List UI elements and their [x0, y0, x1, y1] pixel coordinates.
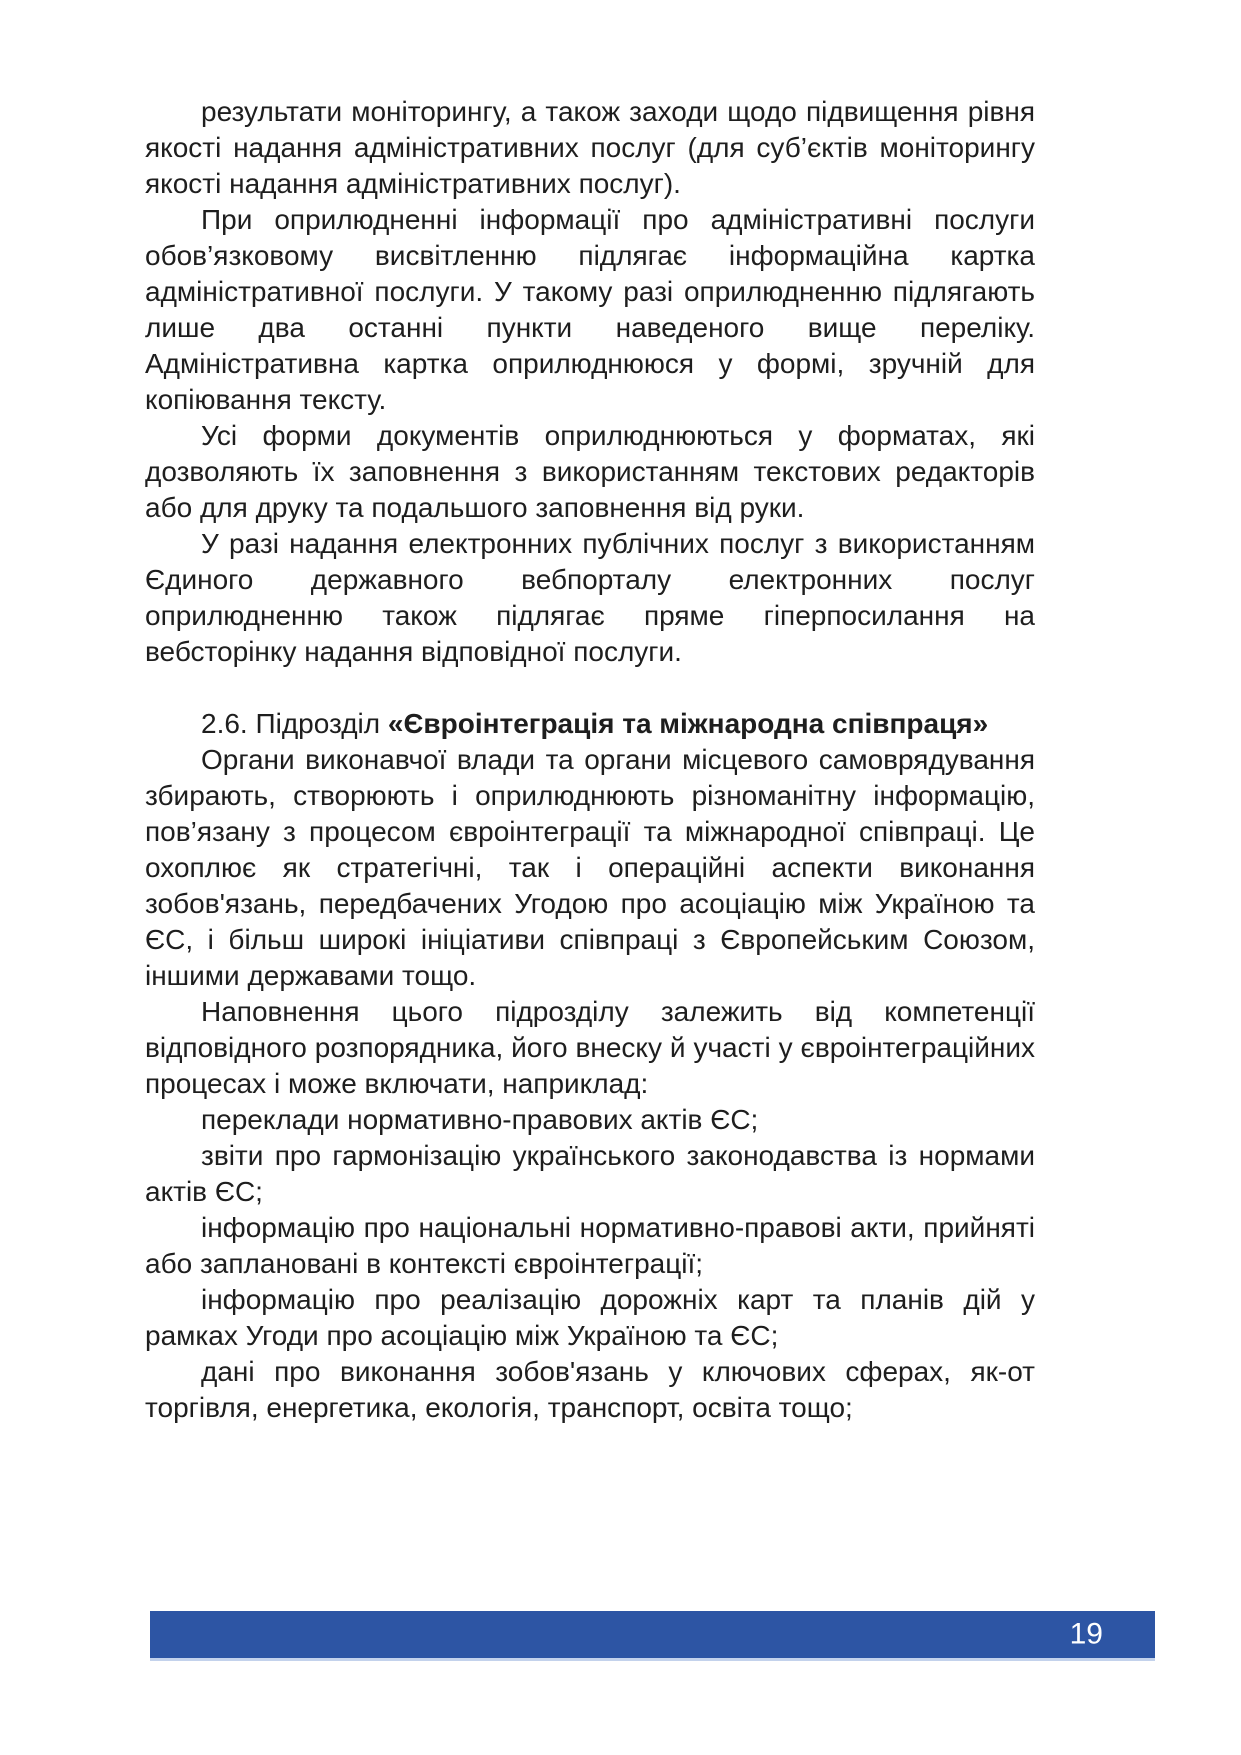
section-heading-title: «Євроінтеграція та міжнародна співпраця» — [387, 708, 989, 739]
paragraph: дані про виконання зобов'язань у ключових сферах, як-от торгівля, енергетика, екологія, транспорт, освіта тощо; — [145, 1356, 1035, 1423]
paragraph: результати моніторингу, а також заходи щодо підвищення рівня якості надання адміністративних послуг (для суб’єктів моніторингу якості надання адміністративних послуг). — [145, 96, 1035, 199]
section-heading — [145, 706, 1035, 742]
paragraph: звіти про гармонізацію українського законодавства із нормами актів ЄС; — [145, 1140, 1035, 1207]
paragraph: У разі надання електронних публічних послуг з використанням Єдиного державного вебпорталу електронних послуг оприлюдненню також підлягає пряме гіперпосилання на вебсторінку надання відповідної послуги. — [145, 528, 1035, 667]
paragraph: При оприлюдненні інформації про адміністративні послуги обов’язковому висвітленню підлягає інформаційна картка адміністративної послуги. У такому разі оприлюдненню підлягають лише два останні пункти наведеного вище переліку. Адміністративна картка оприлюднююся у формі, зручній для копіювання тексту. — [145, 204, 1035, 415]
paragraph: переклади нормативно-правових актів ЄС; — [201, 1104, 759, 1135]
page-number: 19 — [1069, 1616, 1103, 1650]
footer-bar — [150, 1611, 1155, 1661]
section-heading-prefix: 2.6. Підрозділ — [201, 708, 388, 739]
document-content — [145, 94, 1035, 1426]
paragraph: Наповнення цього підрозділу залежить від компетенції відповідного розпорядника, його внеску й участі у євроінтеграційних процесах і може включати, наприклад: — [145, 996, 1035, 1099]
paragraph: інформацію про реалізацію дорожніх карт та планів дій у рамках Угоди про асоціацію між Україною та ЄС; — [145, 1284, 1035, 1351]
paragraph: Усі форми документів оприлюднюються у форматах, які дозволяють їх заповнення з використанням текстових редакторів або для друку та подальшого заповнення від руки. — [145, 420, 1035, 523]
paragraph: інформацію про національні нормативно-правові акти, прийняті або заплановані в контексті євроінтеграції; — [145, 1212, 1035, 1279]
paragraph: Органи виконавчої влади та органи місцевого самоврядування збирають, створюють і оприлюднюють різноманітну інформацію, пов’язану з процесом євроінтеграції та міжнародної співпраці. Це охоплює як стратегічні, так і операційні аспекти виконання зобов'язань, передбачених Угодою про асоціацію між Україною та ЄС, і більш широкі ініціативи співпраці з Європейським Союзом, іншими державами тощо. — [145, 744, 1035, 991]
